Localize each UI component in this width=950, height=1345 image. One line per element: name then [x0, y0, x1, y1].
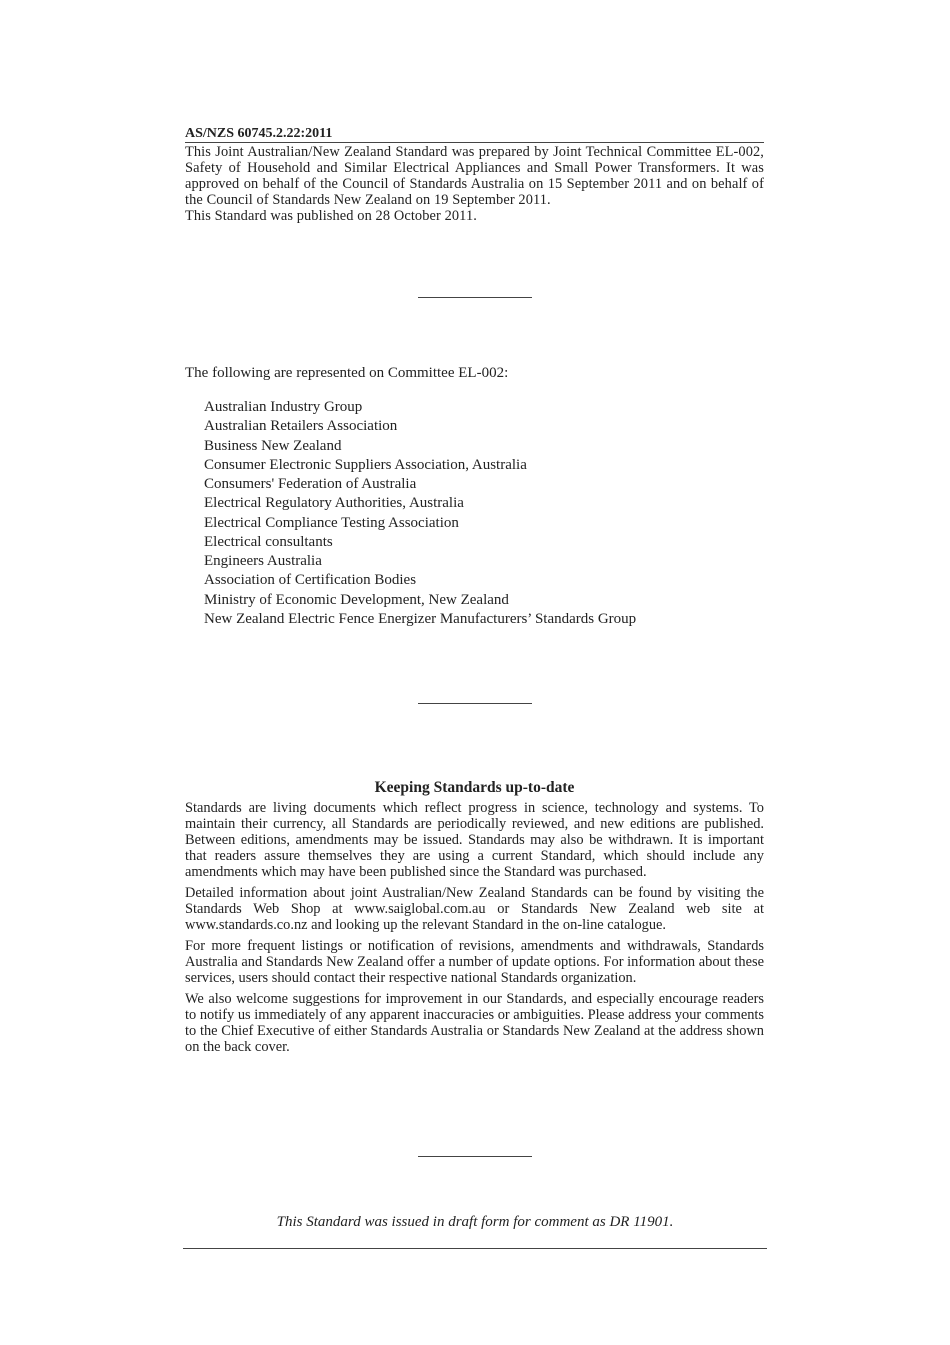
- committee-member: Ministry of Economic Development, New Zealand: [204, 591, 509, 608]
- committee-member: Engineers Australia: [204, 553, 322, 569]
- footer-rule: [183, 1248, 767, 1249]
- committee-member-list: [204, 398, 764, 629]
- separator-rule-1: [418, 297, 532, 298]
- body-paragraph: For more frequent listings or notification of revisions, amendments and withdrawals, Standards Australia and Standards New Zealand offer a number of update options. For information about these services, users should contact their respective national Standards organization.: [185, 938, 764, 986]
- committee-member: Electrical consultants: [204, 533, 333, 550]
- committee-member: Consumers' Federation of Australia: [204, 476, 417, 492]
- separator-rule-3: [418, 1156, 532, 1157]
- preparation-paragraph: This Joint Australian/New Zealand Standard was prepared by Joint Technical Committee EL-002, Safety of Household and Similar Electrical Appliances and Small Power Transformers. It was approved on behalf of the Council of Standards Australia on 15 September 2011 and on behalf of the Council of Standards New Zealand on 19 September 2011.: [185, 144, 764, 208]
- document-id: AS/NZS 60745.2.22:2011: [185, 126, 764, 143]
- committee-member: Association of Certification Bodies: [204, 572, 417, 589]
- section-heading: Keeping Standards up-to-date: [374, 779, 575, 796]
- preparation-section: [185, 144, 764, 224]
- committee-member: Consumer Electronic Suppliers Association, Australia: [204, 456, 527, 473]
- body-paragraph: We also welcome suggestions for improvement in our Standards, and especially encourage readers to notify us immediately of any apparent inaccuracies or ambiguities. Please address your comments to the Chief Executive of either Standards Australia or Standards New Zealand at the address shown on the back cover.: [185, 991, 764, 1055]
- separator-rule-2: [418, 703, 532, 704]
- body-paragraph: Standards are living documents which reflect progress in science, technology and systems. To maintain their currency, all Standards are periodically reviewed, and new editions are published. Between editions, amendments may be issued. Standards may also be withdrawn. It is important that readers assure themselves they are using a current Standard, which should include any amendments which may have been published since the Standard was purchased.: [185, 800, 764, 880]
- publication-date: This Standard was published on 28 October 2011.: [185, 208, 477, 224]
- committee-member: Electrical Regulatory Authorities, Australia: [204, 495, 464, 512]
- body-paragraph: Detailed information about joint Australian/New Zealand Standards can be found by visiting the Standards Web Shop at www.saiglobal.com.au or Standards New Zealand web site at www.standards.co.nz and looking up the relevant Standard in the on-line catalogue.: [185, 885, 764, 933]
- committee-member: Australian Industry Group: [204, 399, 363, 415]
- committee-member: Australian Retailers Association: [204, 418, 398, 435]
- committee-member: Electrical Compliance Testing Association: [204, 514, 459, 531]
- committee-intro: The following are represented on Committee EL-002:: [185, 365, 509, 381]
- draft-note: This Standard was issued in draft form for comment as DR 11901.: [276, 1214, 674, 1230]
- keeping-standards-body: [185, 800, 764, 1060]
- committee-member: New Zealand Electric Fence Energizer Manufacturers’ Standards Group: [204, 610, 637, 627]
- committee-member: Business New Zealand: [204, 437, 342, 454]
